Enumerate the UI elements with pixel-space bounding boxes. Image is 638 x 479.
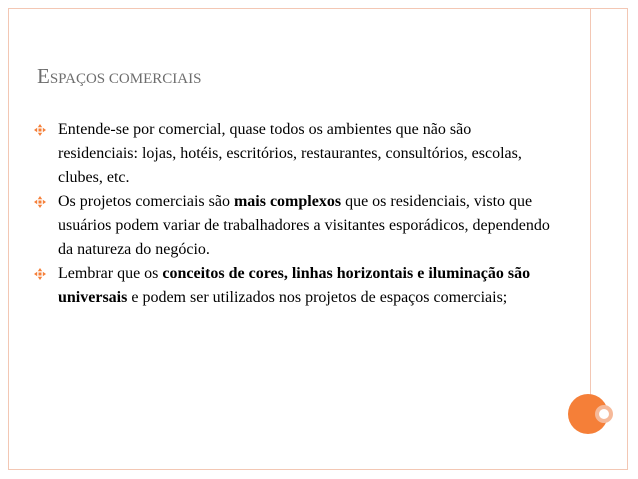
quad-arrow-icon xyxy=(34,196,46,208)
bullet-text-before: Lembrar que os xyxy=(58,265,163,282)
bullet-item xyxy=(34,118,554,190)
slide-title xyxy=(37,64,201,89)
title-initial: E xyxy=(37,64,50,88)
bullet-list xyxy=(34,118,554,310)
bullet-text-bold: mais complexos xyxy=(233,193,342,210)
decorative-vertical-line xyxy=(590,8,591,408)
bullet-item xyxy=(34,190,554,262)
title-rest: SPAÇOS COMERCIAIS xyxy=(49,71,202,87)
bullet-text-before: Os projetos comerciais são xyxy=(58,193,234,210)
peach-ring-decoration xyxy=(595,405,613,423)
quad-arrow-icon xyxy=(34,124,46,136)
bullet-text: Entende-se por comercial, quase todos os ambientes que não são residenciais: lojas, hotéis, escritórios, restaurantes, consultórios, escolas, clubes, etc. xyxy=(58,121,522,186)
bullet-text-bold: conceitos de cores, linhas horizontais e iluminação são universais xyxy=(58,265,531,306)
bullet-text-after: que os residenciais, visto que usuários podem variar de trabalhadores a visitantes esporádicos, dependendo da natureza do negócio. xyxy=(58,193,550,258)
quad-arrow-icon xyxy=(34,268,46,280)
bullet-text-after: e podem ser utilizados nos projetos de espaços comerciais; xyxy=(127,289,508,306)
bullet-item xyxy=(34,262,554,310)
